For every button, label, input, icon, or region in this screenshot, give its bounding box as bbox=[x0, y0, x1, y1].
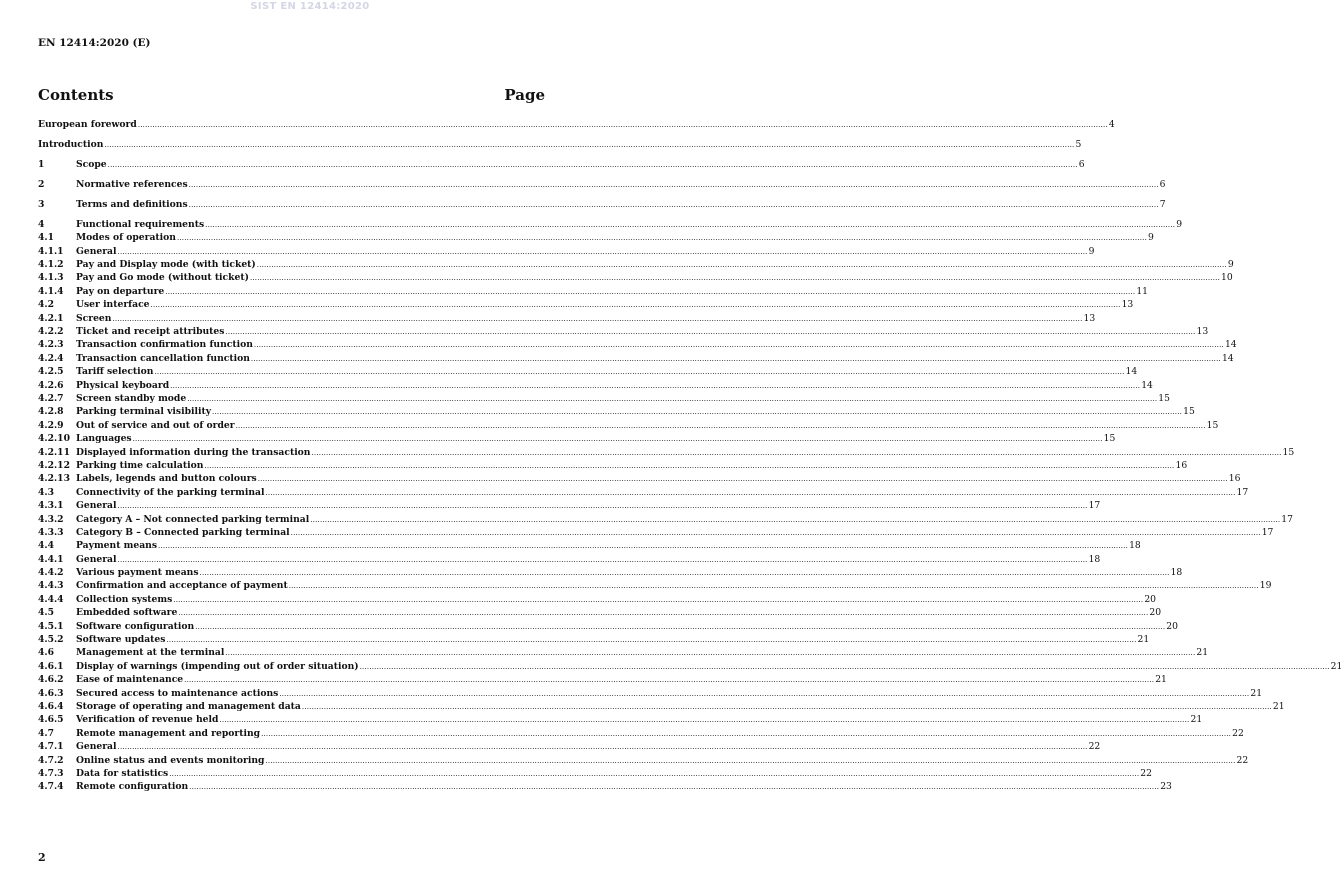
toc-entry[interactable] bbox=[38, 118, 1115, 131]
toc-entry-number: 4.1.2 bbox=[38, 259, 64, 271]
toc-entry[interactable] bbox=[38, 486, 1249, 499]
toc-dot-leader: ................................................................................................................................................................................................................................................................................................................................................................................................................ bbox=[265, 488, 1236, 497]
toc-entry-page: 21 bbox=[1196, 647, 1209, 659]
page-number: 2 bbox=[38, 851, 46, 864]
toc-entry-page: 10 bbox=[1221, 272, 1233, 284]
toc-entry-title: Confirmation and acceptance of payment bbox=[76, 580, 288, 592]
toc-entry-title: Connectivity of the parking terminal bbox=[76, 486, 265, 498]
toc-entry[interactable] bbox=[38, 606, 1162, 619]
toc-entry-title: Management at the terminal bbox=[76, 647, 225, 659]
toc-entry-title: Normative references bbox=[76, 178, 188, 190]
toc-entry-page: 17 bbox=[1236, 486, 1249, 498]
toc-entry[interactable] bbox=[38, 459, 1188, 472]
toc-entry-page: 22 bbox=[1088, 741, 1101, 753]
toc-entry-number: 4.2.11 bbox=[38, 446, 70, 458]
toc-entry-page: 13 bbox=[1196, 326, 1209, 338]
toc-entry-page: 13 bbox=[1121, 299, 1134, 311]
toc-entry-page: 14 bbox=[1141, 379, 1153, 391]
toc-entry-title: Functional requirements bbox=[76, 218, 205, 230]
toc-entry[interactable] bbox=[38, 767, 1152, 780]
toc-entry[interactable] bbox=[38, 539, 1141, 552]
toc-entry-page: 9 bbox=[1176, 218, 1183, 230]
toc-entry[interactable] bbox=[38, 727, 1244, 740]
toc-dot-leader: ................................................................................................................................................................................................................................................................................................................................................................................................................ bbox=[225, 328, 1196, 337]
toc-dot-leader: ................................................................................................................................................................................................................................................................................................................................................................................................................ bbox=[137, 121, 1108, 129]
toc-entry-page: 22 bbox=[1236, 754, 1249, 766]
toc-entry-page: 7 bbox=[1159, 198, 1166, 210]
toc-entry[interactable] bbox=[38, 579, 1272, 592]
toc-dot-leader: ................................................................................................................................................................................................................................................................................................................................................................................................................ bbox=[188, 200, 1159, 209]
toc-entry-page: 14 bbox=[1221, 352, 1234, 364]
toc-entry-number: 4.5.1 bbox=[38, 620, 64, 632]
toc-dot-leader: ................................................................................................................................................................................................................................................................................................................................................................................................................ bbox=[257, 475, 1228, 484]
toc-entry-page: 20 bbox=[1149, 607, 1162, 619]
toc-entry-page: 15 bbox=[1103, 433, 1116, 445]
toc-entry[interactable] bbox=[38, 526, 1274, 539]
toc-dot-leader: ................................................................................................................................................................................................................................................................................................................................................................................................................ bbox=[117, 502, 1088, 511]
toc-entry-page: 9 bbox=[1227, 259, 1234, 271]
toc-dot-leader: ................................................................................................................................................................................................................................................................................................................................................................................................................ bbox=[158, 542, 1129, 551]
page-column-label: Page bbox=[504, 86, 545, 104]
toc-dot-leader: ................................................................................................................................................................................................................................................................................................................................................................................................................ bbox=[301, 702, 1272, 711]
toc-entry-number: 4.2.4 bbox=[38, 352, 64, 364]
toc-entry-title: Collection systems bbox=[76, 593, 173, 605]
toc-entry-title: Display of warnings (impending out of order situation) bbox=[76, 660, 359, 672]
toc-entry-number: 4.2.9 bbox=[38, 419, 64, 431]
toc-entry[interactable] bbox=[38, 392, 1170, 405]
toc-entry[interactable] bbox=[38, 499, 1101, 512]
document-id: EN 12414:2020 (E) bbox=[38, 37, 151, 49]
toc-entry-number: 4.3.2 bbox=[38, 513, 64, 525]
toc-entry[interactable] bbox=[38, 620, 1178, 633]
toc-entry-number: 4.2 bbox=[38, 299, 54, 311]
toc-dot-leader: ................................................................................................................................................................................................................................................................................................................................................................................................................ bbox=[290, 528, 1261, 537]
toc-entry-title: Out of service and out of order bbox=[76, 419, 235, 431]
toc-dot-leader: ................................................................................................................................................................................................................................................................................................................................................................................................................ bbox=[205, 220, 1176, 229]
toc-entry-number: 4.7 bbox=[38, 727, 54, 739]
toc-entry[interactable] bbox=[38, 713, 1203, 726]
toc-entry-number: 4.5 bbox=[38, 607, 54, 619]
contents-header bbox=[38, 86, 545, 104]
toc-entry-page: 15 bbox=[1158, 393, 1170, 404]
toc-entry-title: Terms and definitions bbox=[76, 198, 188, 210]
toc-entry-page: 18 bbox=[1088, 553, 1101, 565]
toc-entry[interactable] bbox=[38, 646, 1209, 659]
toc-dot-leader: ................................................................................................................................................................................................................................................................................................................................................................................................................ bbox=[359, 662, 1330, 671]
toc-entry-title: Screen standby mode bbox=[76, 393, 187, 404]
toc-entry[interactable] bbox=[38, 285, 1149, 298]
toc-entry-page: 21 bbox=[1330, 660, 1342, 672]
toc-dot-leader: ................................................................................................................................................................................................................................................................................................................................................................................................................ bbox=[107, 160, 1078, 169]
toc-dot-leader: ................................................................................................................................................................................................................................................................................................................................................................................................................ bbox=[132, 435, 1103, 444]
toc-entry-title: Ease of maintenance bbox=[76, 674, 184, 686]
toc-entry-number: 4.2.6 bbox=[38, 379, 64, 391]
toc-entry-page: 18 bbox=[1129, 540, 1141, 552]
toc-entry-number: 4.7.3 bbox=[38, 767, 64, 779]
toc-entry-page: 9 bbox=[1148, 232, 1154, 244]
toc-entry-title: User interface bbox=[76, 299, 150, 311]
toc-entry-number: 4.6.3 bbox=[38, 687, 64, 699]
toc-dot-leader: ................................................................................................................................................................................................................................................................................................................................................................................................................ bbox=[117, 555, 1088, 564]
toc-entry-number: 4.6 bbox=[38, 647, 54, 659]
toc-entry-page: 9 bbox=[1088, 245, 1095, 257]
toc-entry-number: 4.6.4 bbox=[38, 700, 64, 712]
toc-entry[interactable] bbox=[38, 673, 1167, 686]
toc-entry[interactable] bbox=[38, 593, 1157, 606]
toc-entry-number: 4.4.4 bbox=[38, 593, 64, 605]
toc-dot-leader: ................................................................................................................................................................................................................................................................................................................................................................................................................ bbox=[184, 676, 1155, 685]
toc-entry-number: 4.6.1 bbox=[38, 660, 64, 672]
toc-entry[interactable] bbox=[38, 198, 1166, 211]
toc-entry-page: 23 bbox=[1160, 781, 1172, 793]
toc-entry-page: 21 bbox=[1155, 674, 1167, 686]
toc-entry[interactable] bbox=[38, 271, 1233, 284]
toc-entry-title: Category B – Connected parking terminal bbox=[76, 526, 290, 538]
toc-entry-page: 21 bbox=[1250, 687, 1263, 699]
toc-entry-number: 4.1.4 bbox=[38, 285, 64, 297]
toc-dot-leader: ................................................................................................................................................................................................................................................................................................................................................................................................................ bbox=[165, 287, 1136, 296]
toc-entry-title: Ticket and receipt attributes bbox=[76, 326, 225, 338]
toc-entry-page: 11 bbox=[1136, 285, 1149, 297]
toc-entry-title: Parking time calculation bbox=[76, 459, 204, 471]
toc-entry-title: Pay and Go mode (without ticket) bbox=[76, 272, 249, 284]
toc-dot-leader: ................................................................................................................................................................................................................................................................................................................................................................................................................ bbox=[235, 421, 1206, 430]
toc-entry[interactable] bbox=[38, 780, 1172, 793]
toc-entry-number: 4.3.1 bbox=[38, 500, 64, 512]
toc-entry-title: General bbox=[76, 500, 117, 512]
toc-entry[interactable] bbox=[38, 138, 1082, 151]
toc-dot-leader: ................................................................................................................................................................................................................................................................................................................................................................................................................ bbox=[173, 595, 1144, 604]
toc-entry-page: 21 bbox=[1190, 714, 1203, 726]
toc-entry-number: 4.2.12 bbox=[38, 459, 70, 471]
toc-entry[interactable] bbox=[38, 660, 1342, 673]
toc-entry-number: 4.3 bbox=[38, 486, 54, 498]
toc-entry-page: 15 bbox=[1282, 446, 1295, 458]
toc-entry-title: Software configuration bbox=[76, 620, 195, 632]
toc-entry-page: 15 bbox=[1206, 419, 1219, 431]
toc-dot-leader: ................................................................................................................................................................................................................................................................................................................................................................................................................ bbox=[311, 448, 1282, 457]
toc-dot-leader: ................................................................................................................................................................................................................................................................................................................................................................................................................ bbox=[187, 395, 1158, 403]
toc-entry[interactable] bbox=[38, 325, 1209, 338]
toc-entry-number: 4 bbox=[38, 218, 45, 230]
toc-dot-leader: ................................................................................................................................................................................................................................................................................................................................................................................................................ bbox=[112, 314, 1083, 323]
toc-entry-number: 4.2.1 bbox=[38, 312, 64, 324]
toc-entry-number: 4.3.3 bbox=[38, 526, 64, 538]
toc-dot-leader: ................................................................................................................................................................................................................................................................................................................................................................................................................ bbox=[261, 729, 1232, 738]
toc-entry-page: 18 bbox=[1170, 567, 1183, 579]
toc-entry-title: Labels, legends and button colours bbox=[76, 473, 257, 485]
toc-entry-page: 5 bbox=[1075, 138, 1082, 150]
toc-entry-page: 13 bbox=[1083, 312, 1096, 324]
toc-entry-page: 15 bbox=[1183, 406, 1195, 418]
toc-entry[interactable] bbox=[38, 245, 1095, 258]
toc-entry-title: Remote management and reporting bbox=[76, 727, 261, 739]
toc-entry-title: Online status and events monitoring bbox=[76, 754, 265, 766]
toc-entry-number: 4.2.3 bbox=[38, 339, 64, 351]
toc-entry-page: 19 bbox=[1259, 580, 1272, 592]
toc-entry-title: Remote configuration bbox=[76, 781, 189, 793]
toc-dot-leader: ................................................................................................................................................................................................................................................................................................................................................................................................................ bbox=[150, 301, 1121, 310]
toc-entry-title: General bbox=[76, 741, 117, 753]
toc-entry[interactable] bbox=[38, 312, 1096, 325]
toc-entry-number: 4.4 bbox=[38, 540, 54, 552]
toc-entry-title: Introduction bbox=[38, 138, 104, 150]
toc-entry-page: 20 bbox=[1144, 593, 1157, 605]
toc-dot-leader: ................................................................................................................................................................................................................................................................................................................................................................................................................ bbox=[204, 461, 1175, 470]
toc-entry-title: European foreword bbox=[38, 119, 137, 130]
toc-dot-leader: ................................................................................................................................................................................................................................................................................................................................................................................................................ bbox=[188, 180, 1159, 189]
toc-entry-number: 4.1.3 bbox=[38, 272, 64, 284]
toc-entry-title: Embedded software bbox=[76, 607, 178, 619]
toc-entry-number: 3 bbox=[38, 198, 45, 210]
toc-dot-leader: ................................................................................................................................................................................................................................................................................................................................................................................................................ bbox=[117, 743, 1088, 752]
toc-entry-page: 17 bbox=[1088, 500, 1101, 512]
toc-entry-page: 17 bbox=[1281, 513, 1293, 525]
toc-entry-title: Parking terminal visibility bbox=[76, 406, 212, 418]
toc-entry-page: 14 bbox=[1224, 339, 1237, 351]
toc-entry-number: 4.7.2 bbox=[38, 754, 64, 766]
toc-dot-leader: ................................................................................................................................................................................................................................................................................................................................................................................................................ bbox=[195, 622, 1166, 631]
toc-entry-page: 6 bbox=[1078, 158, 1085, 170]
toc-entry[interactable] bbox=[38, 258, 1234, 271]
toc-dot-leader: ................................................................................................................................................................................................................................................................................................................................................................................................................ bbox=[170, 381, 1141, 390]
toc-entry-title: Tariff selection bbox=[76, 366, 154, 378]
toc-entry-title: Software updates bbox=[76, 634, 166, 646]
toc-entry-number: 4.6.5 bbox=[38, 714, 64, 726]
toc-entry-title: Category A – Not connected parking terminal bbox=[76, 513, 310, 525]
toc-entry-page: 20 bbox=[1166, 620, 1178, 632]
toc-entry-page: 16 bbox=[1175, 459, 1188, 471]
toc-dot-leader: ................................................................................................................................................................................................................................................................................................................................................................................................................ bbox=[212, 408, 1183, 417]
toc-entry-title: Pay and Display mode (with ticket) bbox=[76, 259, 256, 271]
toc-entry-title: Scope bbox=[76, 158, 107, 170]
toc-entry[interactable] bbox=[38, 158, 1085, 171]
toc-entry[interactable] bbox=[38, 513, 1293, 526]
toc-entry-number: 4.1.1 bbox=[38, 245, 64, 257]
toc-dot-leader: ................................................................................................................................................................................................................................................................................................................................................................................................................ bbox=[249, 274, 1220, 283]
toc-entry-page: 6 bbox=[1159, 178, 1166, 190]
toc-entry-number: 4.4.3 bbox=[38, 580, 64, 592]
toc-entry-title: Verification of revenue held bbox=[76, 714, 219, 726]
toc-dot-leader: ................................................................................................................................................................................................................................................................................................................................................................................................................ bbox=[225, 649, 1196, 658]
toc-entry-number: 4.2.8 bbox=[38, 406, 64, 418]
contents-heading: Contents bbox=[38, 86, 114, 104]
toc-entry-title: Displayed information during the transaction bbox=[76, 446, 311, 458]
toc-entry-title: Payment means bbox=[76, 540, 158, 552]
toc-entry[interactable] bbox=[38, 178, 1166, 191]
toc-dot-leader: ................................................................................................................................................................................................................................................................................................................................................................................................................ bbox=[117, 247, 1088, 256]
toc-entry[interactable] bbox=[38, 687, 1263, 700]
toc-entry[interactable] bbox=[38, 472, 1241, 485]
toc-dot-leader: ................................................................................................................................................................................................................................................................................................................................................................................................................ bbox=[279, 689, 1250, 698]
toc-entry-title: Various payment means bbox=[76, 567, 199, 579]
toc-dot-leader: ................................................................................................................................................................................................................................................................................................................................................................................................................ bbox=[104, 140, 1075, 149]
toc-entry[interactable] bbox=[38, 553, 1101, 566]
toc-dot-leader: ................................................................................................................................................................................................................................................................................................................................................................................................................ bbox=[253, 341, 1224, 350]
toc-entry[interactable] bbox=[38, 754, 1249, 767]
toc-entry-title: Secured access to maintenance actions bbox=[76, 687, 279, 699]
toc-entry-title: Pay on departure bbox=[76, 285, 165, 297]
toc-entry[interactable] bbox=[38, 298, 1134, 311]
toc-entry-number: 2 bbox=[38, 178, 45, 190]
toc-entry[interactable] bbox=[38, 700, 1285, 713]
toc-entry-number: 4.2.13 bbox=[38, 473, 70, 485]
toc-entry-title: Data for statistics bbox=[76, 767, 169, 779]
toc-dot-leader: ................................................................................................................................................................................................................................................................................................................................................................................................................ bbox=[189, 783, 1160, 792]
toc-entry[interactable] bbox=[38, 566, 1183, 579]
toc-entry-page: 17 bbox=[1261, 526, 1274, 538]
toc-entry-number: 4.4.1 bbox=[38, 553, 64, 565]
toc-entry[interactable] bbox=[38, 338, 1237, 351]
toc-entry-number: 4.1 bbox=[38, 232, 54, 244]
toc-dot-leader: ................................................................................................................................................................................................................................................................................................................................................................................................................ bbox=[265, 756, 1236, 765]
toc-entry-title: Transaction confirmation function bbox=[76, 339, 253, 351]
toc-entry-number: 4.7.1 bbox=[38, 741, 64, 753]
toc-entry-number: 4.2.5 bbox=[38, 366, 64, 378]
toc-entry[interactable] bbox=[38, 446, 1295, 459]
toc-entry-number: 4.4.2 bbox=[38, 567, 64, 579]
toc-entry-page: 14 bbox=[1125, 366, 1138, 378]
toc-dot-leader: ................................................................................................................................................................................................................................................................................................................................................................................................................ bbox=[169, 769, 1140, 778]
toc-entry-title: Storage of operating and management data bbox=[76, 700, 301, 712]
toc-entry[interactable] bbox=[38, 405, 1195, 418]
toc-entry-page: 22 bbox=[1232, 727, 1244, 739]
toc-entry-page: 16 bbox=[1228, 473, 1241, 485]
toc-entry-title: Transaction cancellation function bbox=[76, 352, 250, 364]
toc-dot-leader: ................................................................................................................................................................................................................................................................................................................................................................................................................ bbox=[256, 261, 1227, 270]
toc-entry-title: General bbox=[76, 245, 117, 257]
toc-dot-leader: ................................................................................................................................................................................................................................................................................................................................................................................................................ bbox=[154, 368, 1125, 377]
toc-entry[interactable] bbox=[38, 419, 1219, 432]
toc-dot-leader: ................................................................................................................................................................................................................................................................................................................................................................................................................ bbox=[199, 569, 1170, 578]
toc-entry-number: 4.2.2 bbox=[38, 326, 64, 338]
toc-dot-leader: ................................................................................................................................................................................................................................................................................................................................................................................................................ bbox=[178, 609, 1149, 618]
toc-dot-leader: ................................................................................................................................................................................................................................................................................................................................................................................................................ bbox=[310, 515, 1281, 524]
table-of-contents bbox=[38, 118, 1342, 794]
toc-dot-leader: ................................................................................................................................................................................................................................................................................................................................................................................................................ bbox=[166, 636, 1137, 645]
toc-dot-leader: ................................................................................................................................................................................................................................................................................................................................................................................................................ bbox=[250, 354, 1221, 363]
toc-entry[interactable] bbox=[38, 352, 1234, 365]
toc-entry-page: 21 bbox=[1272, 700, 1285, 712]
toc-entry[interactable] bbox=[38, 379, 1153, 392]
watermark: SIST EN 12414:2020 bbox=[250, 1, 370, 12]
toc-entry-page: 21 bbox=[1137, 634, 1150, 646]
toc-entry-number: 4.7.4 bbox=[38, 781, 64, 793]
toc-entry-number: 4.2.7 bbox=[38, 393, 64, 404]
toc-entry-page: 22 bbox=[1140, 767, 1152, 779]
toc-entry-title: Languages bbox=[76, 433, 132, 445]
toc-entry-title: Modes of operation bbox=[76, 232, 176, 244]
toc-entry-number: 4.2.10 bbox=[38, 433, 70, 445]
toc-entry[interactable] bbox=[38, 633, 1150, 646]
toc-entry[interactable] bbox=[38, 432, 1116, 445]
toc-entry-title: Screen bbox=[76, 312, 112, 324]
toc-entry[interactable] bbox=[38, 218, 1183, 231]
toc-entry[interactable] bbox=[38, 740, 1101, 753]
toc-dot-leader: ................................................................................................................................................................................................................................................................................................................................................................................................................ bbox=[288, 582, 1259, 591]
toc-entry-title: General bbox=[76, 553, 117, 565]
toc-entry-number: 4.5.2 bbox=[38, 634, 64, 646]
toc-entry[interactable] bbox=[38, 231, 1154, 244]
toc-entry[interactable] bbox=[38, 365, 1138, 378]
toc-dot-leader: ................................................................................................................................................................................................................................................................................................................................................................................................................ bbox=[176, 234, 1147, 243]
toc-entry-number: 4.6.2 bbox=[38, 674, 64, 686]
toc-entry-number: 1 bbox=[38, 158, 45, 170]
toc-entry-title: Physical keyboard bbox=[76, 379, 170, 391]
toc-entry-page: 4 bbox=[1108, 119, 1115, 130]
toc-dot-leader: ................................................................................................................................................................................................................................................................................................................................................................................................................ bbox=[219, 716, 1190, 725]
